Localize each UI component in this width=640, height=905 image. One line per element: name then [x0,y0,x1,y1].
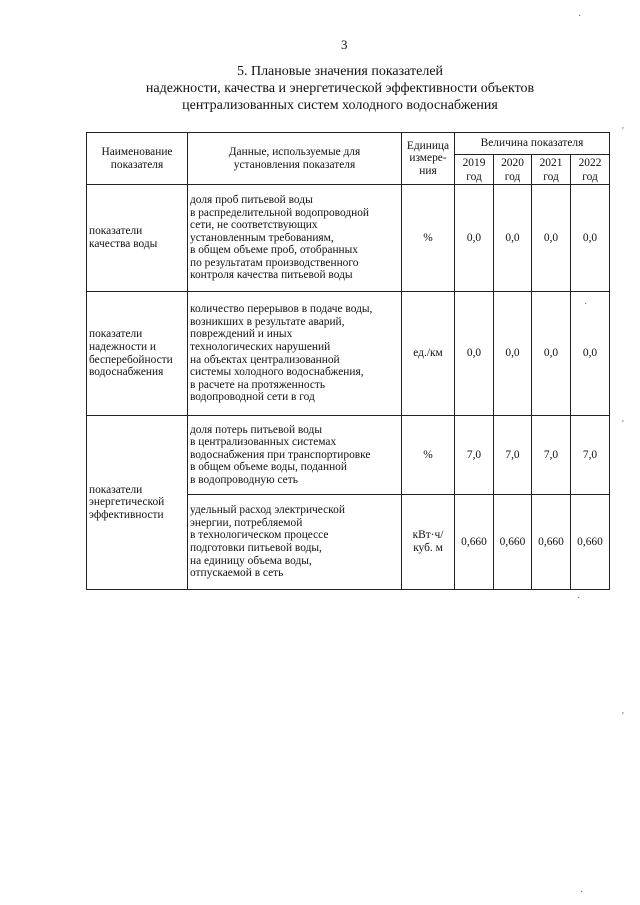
value-cell-2019: 7,0 [455,416,494,495]
unit-line: кВт·ч/ [412,529,444,542]
data-line: установленным требованиям, [190,231,334,244]
data-line: количество перерывов в подаче воды, [190,303,373,316]
value-cell-2020: 7,0 [494,416,532,495]
scan-speck: ' [622,711,624,722]
header-data-line: Данные, используемые для [228,145,361,158]
year-suffix: год [543,170,559,183]
indicator-name-line: водоснабжения [89,366,164,379]
data-line: возникших в результате аварий, [190,315,345,328]
scan-speck: · [577,593,581,604]
indicator-data-cell [188,495,402,590]
year-number: 2022 [578,156,602,169]
title-line: надежности, качества и энергетической эффективности объектов [145,81,535,96]
indicator-name-cell [87,416,188,590]
header-unit-line: измере- [409,152,447,165]
unit-line: % [423,448,433,461]
data-line: по результатам производственного [190,256,359,269]
data-line: в общем объеме проб, отобранных [190,244,358,257]
indicator-name-line: надежности и [89,340,157,353]
title-line: 5. Плановые значения показателей [236,64,444,79]
table-header-row [87,133,610,155]
data-line: в технологическом процессе [190,529,329,542]
value-cell-2022: 7,0 [571,416,610,495]
indicator-data-cell [188,416,402,495]
data-line: в водопроводную сеть [190,473,298,486]
unit-cell [402,495,455,590]
indicator-name-line: эффективности [89,508,164,521]
indicator-name-cell [87,185,188,292]
scan-speck: · [578,11,582,22]
unit-line: ед./км [413,347,443,360]
value-cell-2021: 7,0 [532,416,571,495]
data-line: энергии, потребляемой [190,516,303,529]
value-cell-2020: 0,0 [494,292,532,416]
header-name-cell [87,133,188,185]
table-row [87,416,610,495]
header-year-2019 [455,155,494,185]
value-cell-2020: 0,0 [494,185,532,292]
indicator-name-line: качества воды [89,238,158,250]
scan-speck: ' [622,419,624,430]
data-line: сети, не соответствующих [190,219,318,232]
unit-cell [402,416,455,495]
header-data-cell [188,133,402,185]
indicator-name-line: энергетической [89,496,165,509]
data-line: технологических нарушений [190,340,331,353]
year-suffix: год [582,170,598,183]
unit-cell [402,185,455,292]
data-line: системы холодного водоснабжения, [190,366,364,379]
indicator-name-cell [87,292,188,416]
scan-speck: ' [622,126,624,137]
data-line: доля проб питьевой воды [190,193,313,206]
unit-line: куб. м [413,542,443,554]
value-cell-2022: 0,0 [571,185,610,292]
unit-line: % [423,231,433,244]
indicator-name-line: показатели [89,483,143,496]
value-cell-2022: 0,0 [571,292,610,416]
data-line: на объектах централизованной [190,353,340,366]
value-cell-2019: 0,660 [455,495,494,590]
value-cell-2022: 0,660 [571,495,610,590]
header-unit-line: ния [419,164,437,177]
indicator-name-line: показатели [89,328,143,341]
header-year-2021 [532,155,571,185]
data-line: контроля качества питьевой воды [190,269,353,282]
header-unit-cell [402,133,455,185]
year-number: 2019 [462,156,486,169]
data-line: подготовки питьевой воды, [190,542,322,554]
indicators-table [86,132,610,590]
table-row [87,292,610,416]
year-suffix: год [504,170,521,183]
unit-cell [402,292,455,416]
year-number: 2020 [501,156,524,169]
indicator-data-cell [188,185,402,292]
value-cell-2020: 0,660 [494,495,532,590]
value-cell-2021: 0,0 [532,185,571,292]
data-line: повреждений и иных [190,328,293,341]
year-number: 2021 [539,156,563,169]
header-name-line: Наименование [101,145,173,158]
header-unit-line: Единица [406,139,450,152]
data-line: в общем объеме воды, поданной [190,461,347,474]
data-line: доля потерь питьевой воды [190,423,322,436]
scan-speck: · [584,299,588,310]
header-year-2020 [494,155,532,185]
scan-speck: · [580,887,584,898]
value-cell-2021: 0,660 [532,495,571,590]
data-line: в распределительной водопроводной [190,206,370,219]
header-name-line: показателя [110,158,164,171]
data-line: на единицу объема воды, [190,554,312,567]
indicator-data-cell [188,292,402,416]
data-line: в централизованных системах [190,436,337,449]
value-cell-2019: 0,0 [455,292,494,416]
data-line: водоснабжения при транспортировке [190,448,371,461]
header-year-2022 [571,155,610,185]
header-value-group: Величина показателя [455,133,610,155]
page-title [80,63,600,114]
indicator-name-line: бесперебойности [89,353,173,366]
data-line: водопроводной сети в год [190,391,315,404]
year-suffix: год [466,170,482,183]
page-number: 3 [341,37,348,52]
title-line: централизованных систем холодного водоснабжения [182,98,498,113]
data-line: удельный расход электрической [190,504,345,517]
table-row [87,185,610,292]
data-line: отпускаемой в сеть [190,567,284,580]
value-cell-2019: 0,0 [455,185,494,292]
indicator-name-line: показатели [89,225,143,238]
header-data-line: установления показателя [233,158,356,171]
value-cell-2021: 0,0 [532,292,571,416]
data-line: в расчете на протяженность [190,378,326,391]
